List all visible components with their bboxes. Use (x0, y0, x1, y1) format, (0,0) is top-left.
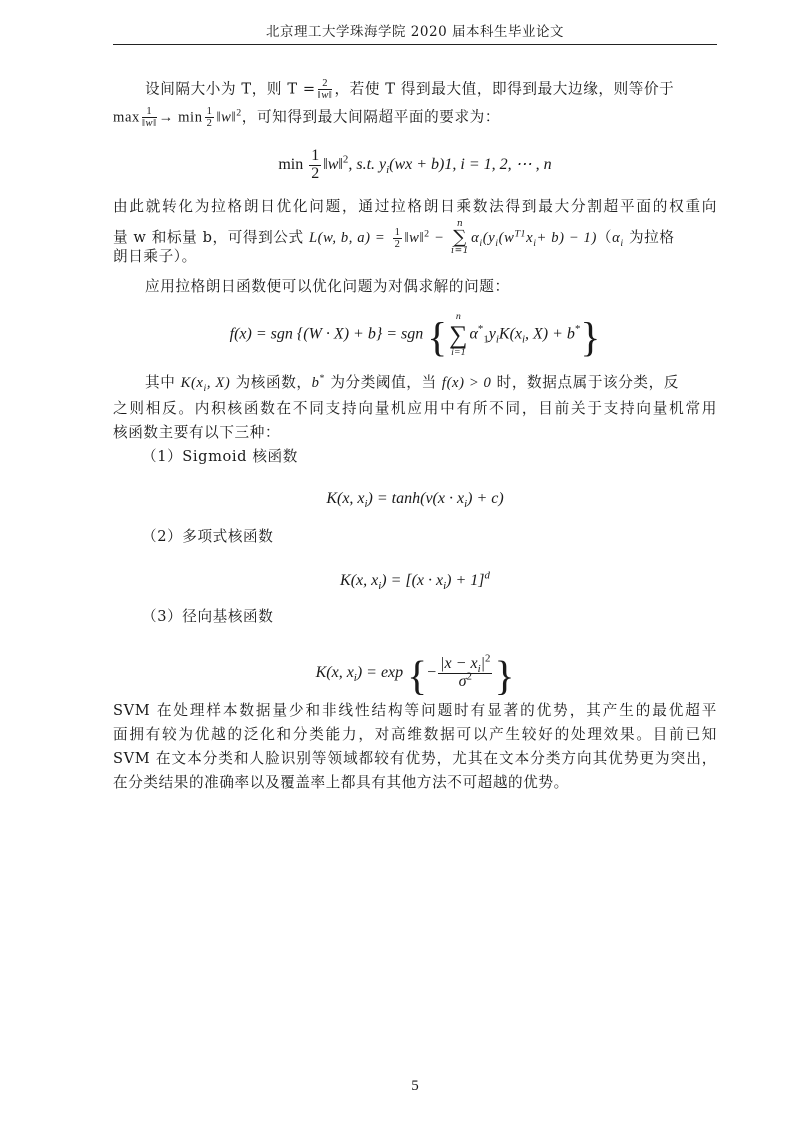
fraction (318, 78, 333, 101)
min-operator: min (278, 155, 304, 173)
superscript: * (477, 323, 484, 336)
superscript: T1 (514, 228, 527, 240)
item-3-label: （3）径向基核函数 (142, 608, 274, 625)
subscript: i (477, 663, 481, 676)
subscript: i (495, 333, 499, 346)
equation-polynomial-kernel (113, 569, 717, 593)
subscript: i (378, 580, 382, 593)
subscript: i (203, 382, 207, 394)
b: b (311, 375, 320, 391)
constraint-rest: (wx + b)1, i = 1, 2, ⋯ , n (389, 155, 552, 173)
exponent: 2 (236, 107, 242, 119)
numerator: 1 (311, 147, 320, 164)
alpha: α (469, 325, 478, 343)
lhs: K(x, x (326, 490, 365, 507)
paragraph-5-line-4: 在分类结果的准确率以及覆盖率上都具有其他方法不可超越的优势。 (113, 774, 569, 791)
denominator: ‖w‖ (317, 90, 333, 102)
constraint: , s.t. y (348, 155, 387, 173)
expr: x (526, 230, 534, 247)
paragraph-1-line-2 (113, 106, 717, 129)
kernel: K(x (180, 375, 204, 391)
subscript: i (464, 498, 468, 511)
text: 为核函数， (235, 374, 312, 391)
numerator (438, 652, 492, 676)
arrow-min: → min (158, 109, 203, 126)
subscript: i (364, 498, 368, 511)
lhs: K(x, x (340, 572, 379, 589)
subscript: i (533, 238, 537, 250)
left-brace: { (407, 652, 428, 699)
kernel-rest: , X) (206, 375, 231, 391)
paragraph-3: 应用拉格朗日函数便可以优化问题为对偶求解的问题： (145, 278, 510, 295)
subscript: i (522, 333, 526, 346)
text: （ (596, 229, 613, 247)
text: ，若使 T 得到最大值，即得到最大边缘，则等价于 (334, 80, 675, 98)
sigma-symbol: ∑ (449, 319, 468, 349)
paragraph-4-line-3: 核函数主要有以下三种： (113, 424, 281, 441)
subscript: i (620, 238, 624, 250)
paragraph-5-line-2: 面拥有较为优越的泛化和分类能力，对高维数据可以产生较好的处理效果。目前已知 (113, 726, 717, 743)
superscript: * (319, 373, 326, 385)
paragraph-5-line-3: SVM 在文本分类和人脸识别等领域都较有优势，尤其在文本分类方向其优势更为突出， (113, 750, 717, 767)
expr: (w (498, 230, 515, 247)
exponent: 2 (342, 153, 349, 166)
paragraph-4-line-1 (145, 372, 717, 394)
denominator: 2 (311, 164, 320, 182)
text: 量 w 和标量 b，可得到公式 (113, 229, 304, 247)
text: 为拉格 (628, 229, 675, 247)
norm: ‖w‖ (323, 155, 343, 173)
fraction (205, 106, 215, 129)
sum-lower: i=1 (451, 346, 466, 358)
summation (449, 312, 467, 357)
equation-rbf-kernel (113, 652, 717, 699)
rhs: ) = [(x · x (381, 572, 444, 589)
y: y (488, 325, 496, 343)
expr: + b) − 1) (536, 230, 597, 247)
subscript: i (386, 164, 390, 177)
sum-upper: n (455, 311, 461, 322)
subscript: i (495, 238, 499, 250)
numerator: 2 (318, 78, 333, 90)
paragraph-2-line-3: 朗日乘子）。 (113, 248, 197, 265)
paragraph-5-line-1: SVM 在处理样本数据量少和非线性结构等问题时有显著的优势，其产生的最优超平 (113, 702, 717, 719)
superscript: 2 (485, 652, 491, 665)
denominator: 2 (394, 238, 401, 250)
text: 时，数据点属于该分类，反 (496, 374, 679, 391)
right-brace: } (494, 652, 515, 699)
subscript: 1 (483, 333, 489, 346)
max-operator: max (113, 109, 140, 126)
text: ，可知得到最大间隔超平面的要求为： (241, 108, 501, 126)
exponent: 2 (424, 228, 430, 240)
superscript: d (484, 569, 490, 582)
minus: − (434, 230, 444, 247)
right-brace: } (580, 313, 601, 360)
sum-upper: n (456, 219, 464, 229)
fraction (438, 652, 492, 691)
text: 其中 (145, 374, 176, 391)
text: 为分类阈值，当 (330, 374, 437, 391)
item-2-label: （2）多项式核函数 (142, 528, 274, 545)
sum-lower: i=1 (451, 246, 470, 257)
fraction (142, 106, 157, 129)
sigma-symbol: ∑ (453, 227, 467, 249)
item-1-label: （1）Sigmoid 核函数 (142, 448, 298, 465)
numerator: 1 (142, 106, 157, 118)
kernel: K(x (498, 325, 522, 343)
rhs: ) = exp (356, 663, 404, 681)
subscript: i (479, 238, 483, 250)
running-header: 北京理工大学珠海学院 2020 届本科生毕业论文 (266, 24, 564, 40)
sigma: σ (458, 672, 467, 690)
text: 设间隔大小为 T，则 T = (145, 80, 316, 98)
expr: (y (482, 230, 496, 247)
num-text: |x − x (440, 655, 478, 672)
rhs-rest: ) + 1] (446, 572, 485, 589)
paragraph-4-line-2: 之则相反。内积核函数在不同支持向量机应用中有所不同，目前关于支持向量机常用 (113, 400, 717, 417)
num-bar: | (480, 655, 485, 672)
alpha: α (612, 230, 621, 247)
equation-min-norm (113, 148, 717, 183)
fraction (309, 148, 321, 183)
lagrangian: L(w, b, a) = (308, 230, 386, 247)
denominator: ‖w‖ (141, 118, 157, 130)
superscript: 2 (466, 670, 472, 683)
numerator: 1 (206, 106, 213, 117)
minus: − (427, 663, 437, 681)
subscript: i (353, 672, 357, 685)
lhs: f(x) = sgn {(W · X) + b} = sgn (229, 325, 424, 343)
denominator (438, 670, 492, 691)
norm: ‖w‖ (404, 230, 425, 247)
numerator: 1 (394, 226, 401, 238)
condition: f(x) > 0 (441, 375, 492, 391)
equation-decision-function (113, 311, 717, 360)
subscript: i (443, 580, 447, 593)
header-rule (113, 44, 717, 45)
norm: ‖w‖ (216, 109, 237, 126)
denominator: 2 (206, 118, 213, 130)
lhs: K(x, x (315, 663, 354, 681)
superscript: * (574, 323, 581, 336)
alpha: α (471, 230, 480, 247)
page-number: 5 (411, 1078, 419, 1094)
rhs: ) = tanh(v(x · x (367, 490, 465, 507)
rhs-rest: ) + c) (467, 490, 504, 507)
paragraph-2-line-1: 由此就转化为拉格朗日优化问题，通过拉格朗日乘数法得到最大分割超平面的权重向 (113, 198, 717, 215)
equation-sigmoid-kernel (113, 490, 717, 511)
paragraph-1-line-1 (145, 78, 717, 101)
kernel-rest: , X) + b (525, 325, 575, 343)
left-brace: { (427, 313, 448, 360)
